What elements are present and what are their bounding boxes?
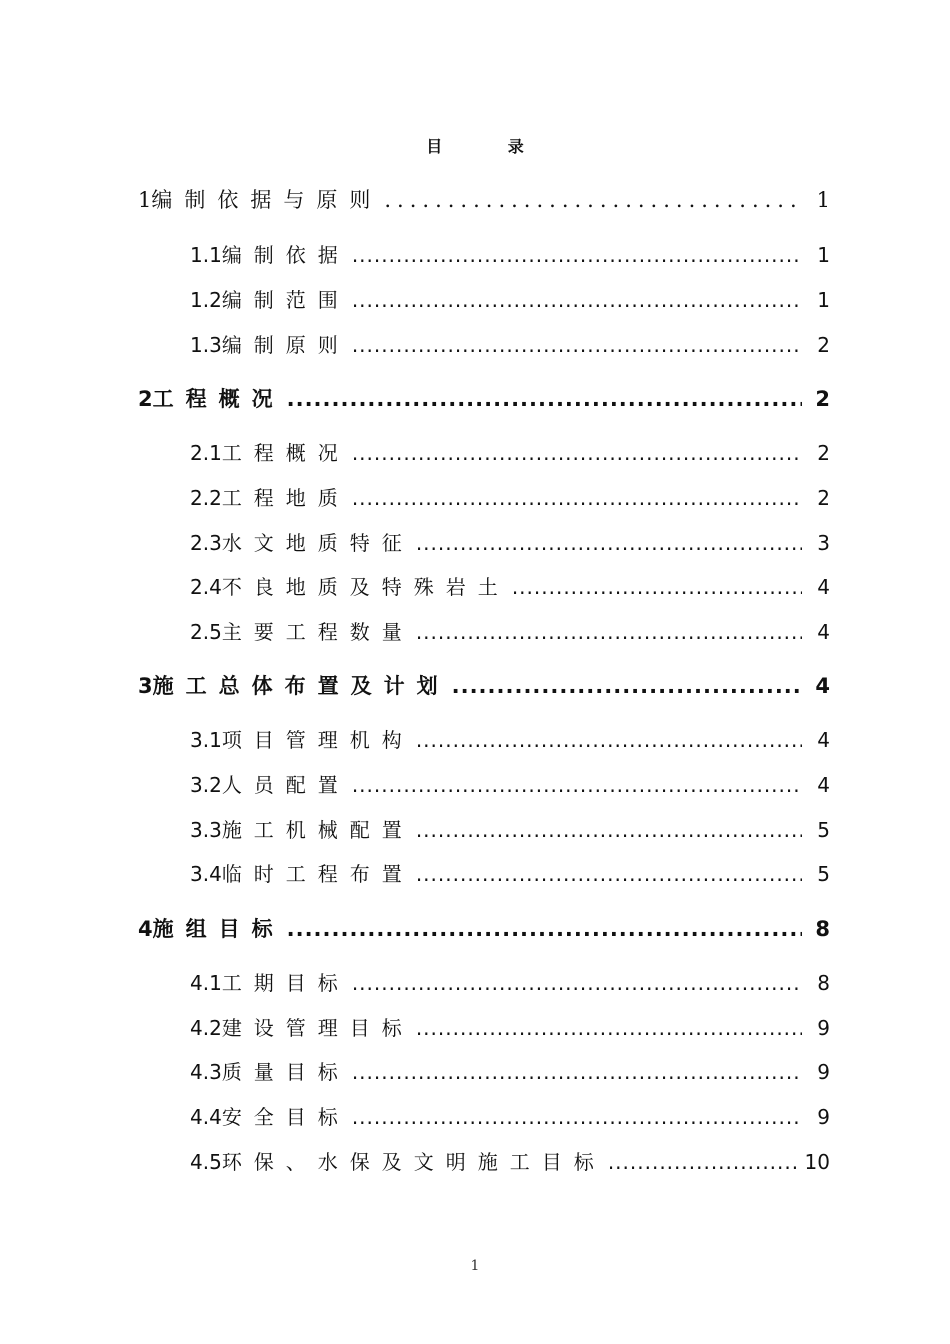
toc-entry[interactable] bbox=[190, 1013, 830, 1043]
toc-entry-page: 3 bbox=[817, 531, 830, 555]
toc-entry[interactable] bbox=[190, 770, 830, 800]
dot-leader bbox=[416, 617, 802, 647]
toc-entry-number: 1.3 bbox=[190, 333, 222, 357]
toc-entry-page: 2 bbox=[817, 441, 830, 465]
toc-entry[interactable] bbox=[190, 725, 830, 755]
toc-entry-label: 编制原则 bbox=[221, 333, 350, 357]
dot-leader bbox=[352, 285, 802, 315]
toc-entry[interactable] bbox=[190, 1102, 830, 1132]
toc-entry[interactable] bbox=[190, 617, 830, 647]
toc-entry-page: 8 bbox=[815, 917, 830, 941]
toc-entry-label: 工期目标 bbox=[221, 971, 350, 995]
dot-leader bbox=[352, 438, 802, 468]
dot-leader bbox=[416, 1013, 802, 1043]
dot-leader bbox=[352, 770, 802, 800]
toc-entry-label: 临时工程布置 bbox=[221, 862, 414, 886]
toc-entry-number: 3.3 bbox=[190, 818, 222, 842]
dot-leader bbox=[352, 240, 802, 270]
toc-entry[interactable] bbox=[190, 240, 830, 270]
toc-entry-number: 3.4 bbox=[190, 862, 222, 886]
dot-leader bbox=[416, 859, 802, 889]
dot-leader bbox=[287, 384, 802, 414]
toc-entry[interactable] bbox=[138, 914, 830, 944]
toc-entry[interactable] bbox=[190, 483, 830, 513]
toc-entry[interactable] bbox=[138, 185, 830, 215]
toc-entry-label: 人员配置 bbox=[221, 773, 350, 797]
toc-entry[interactable] bbox=[190, 815, 830, 845]
toc-entry-label: 施组目标 bbox=[152, 917, 285, 941]
toc-entry-number: 3.2 bbox=[190, 773, 222, 797]
toc-entry-page: 4 bbox=[817, 575, 830, 599]
toc-entry-label: 施工机械配置 bbox=[221, 818, 414, 842]
toc-entry-label: 编制范围 bbox=[221, 288, 350, 312]
toc-entry-number: 2.3 bbox=[190, 531, 222, 555]
toc-entry-label: 质量目标 bbox=[221, 1060, 350, 1084]
dot-leader bbox=[352, 1057, 802, 1087]
toc-entry-page: 2 bbox=[815, 387, 830, 411]
toc-entry-label: 安全目标 bbox=[221, 1105, 350, 1129]
toc-entry-page: 4 bbox=[815, 674, 830, 698]
toc-entry-page: 1 bbox=[817, 243, 830, 267]
toc-entry[interactable] bbox=[190, 528, 830, 558]
toc-entry-page: 9 bbox=[817, 1016, 830, 1040]
toc-entry[interactable] bbox=[190, 330, 830, 360]
toc-entry-label: 项目管理机构 bbox=[221, 728, 414, 752]
toc-entry-page: 10 bbox=[804, 1150, 830, 1174]
toc-entry-page: 5 bbox=[817, 818, 830, 842]
toc-entry-number: 2.4 bbox=[190, 575, 222, 599]
dot-leader bbox=[416, 528, 802, 558]
toc-entry-label: 建设管理目标 bbox=[221, 1016, 414, 1040]
toc-entry[interactable] bbox=[190, 1057, 830, 1087]
toc-entry[interactable] bbox=[138, 384, 830, 414]
toc-entry-number: 3.1 bbox=[190, 728, 222, 752]
toc-entry-label: 不良地质及特殊岩土 bbox=[221, 575, 510, 599]
toc-entry-number: 3 bbox=[138, 674, 153, 698]
toc-entry-label: 主要工程数量 bbox=[221, 620, 414, 644]
page-number: 1 bbox=[470, 1258, 480, 1274]
toc-entry-page: 2 bbox=[817, 333, 830, 357]
dot-leader bbox=[608, 1147, 799, 1177]
toc-entry[interactable] bbox=[190, 285, 830, 315]
toc-entry-number: 1 bbox=[138, 188, 152, 212]
toc-entry-number: 4.5 bbox=[190, 1150, 222, 1174]
toc-entry-label: 工程地质 bbox=[221, 486, 350, 510]
toc-entry[interactable] bbox=[138, 671, 830, 701]
toc-entry-number: 2 bbox=[138, 387, 153, 411]
toc-entry[interactable] bbox=[190, 968, 830, 998]
dot-leader bbox=[352, 968, 802, 998]
dot-leader bbox=[512, 572, 802, 602]
dot-leader bbox=[452, 671, 802, 701]
dot-leader bbox=[416, 815, 802, 845]
toc-entry[interactable] bbox=[190, 1147, 830, 1177]
toc-entry-label: 编制依据与原则 bbox=[151, 188, 383, 212]
toc-entry[interactable] bbox=[190, 438, 830, 468]
toc-entry-number: 2.2 bbox=[190, 486, 222, 510]
toc-entry-number: 4.1 bbox=[190, 971, 222, 995]
toc-entry-number: 4.3 bbox=[190, 1060, 222, 1084]
toc-entry-number: 4.2 bbox=[190, 1016, 222, 1040]
toc-entry-page: 4 bbox=[817, 620, 830, 644]
toc-entry-page: 1 bbox=[816, 188, 830, 212]
toc-entry[interactable] bbox=[190, 572, 830, 602]
dot-leader bbox=[352, 330, 802, 360]
dot-leader bbox=[416, 725, 802, 755]
toc-title: 目 录 bbox=[426, 137, 554, 156]
toc-entry-label: 水文地质特征 bbox=[221, 531, 414, 555]
toc-entry-page: 9 bbox=[817, 1105, 830, 1129]
toc-entry-number: 2.1 bbox=[190, 441, 222, 465]
toc-entry-number: 4 bbox=[138, 917, 153, 941]
toc-entry-page: 4 bbox=[817, 773, 830, 797]
toc-entry-page: 9 bbox=[817, 1060, 830, 1084]
toc-entry-number: 1.1 bbox=[190, 243, 222, 267]
toc-entry[interactable] bbox=[190, 859, 830, 889]
dot-leader bbox=[352, 1102, 802, 1132]
toc-entry-label: 环保、水保及文明施工目标 bbox=[221, 1150, 606, 1174]
toc-entry-number: 4.4 bbox=[190, 1105, 222, 1129]
toc-entry-page: 1 bbox=[817, 288, 830, 312]
toc-entry-label: 工程概况 bbox=[221, 441, 350, 465]
toc-entry-label: 工程概况 bbox=[152, 387, 285, 411]
dot-leader bbox=[352, 483, 802, 513]
toc-entry-page: 8 bbox=[817, 971, 830, 995]
toc-entry-page: 5 bbox=[817, 862, 830, 886]
dot-leader bbox=[384, 185, 802, 215]
toc-entry-page: 2 bbox=[817, 486, 830, 510]
toc-entry-page: 4 bbox=[817, 728, 830, 752]
dot-leader bbox=[287, 914, 802, 944]
toc-entry-label: 施工总体布置及计划 bbox=[152, 674, 450, 698]
toc-entry-number: 1.2 bbox=[190, 288, 222, 312]
toc-entry-label: 编制依据 bbox=[221, 243, 350, 267]
toc-entry-number: 2.5 bbox=[190, 620, 222, 644]
